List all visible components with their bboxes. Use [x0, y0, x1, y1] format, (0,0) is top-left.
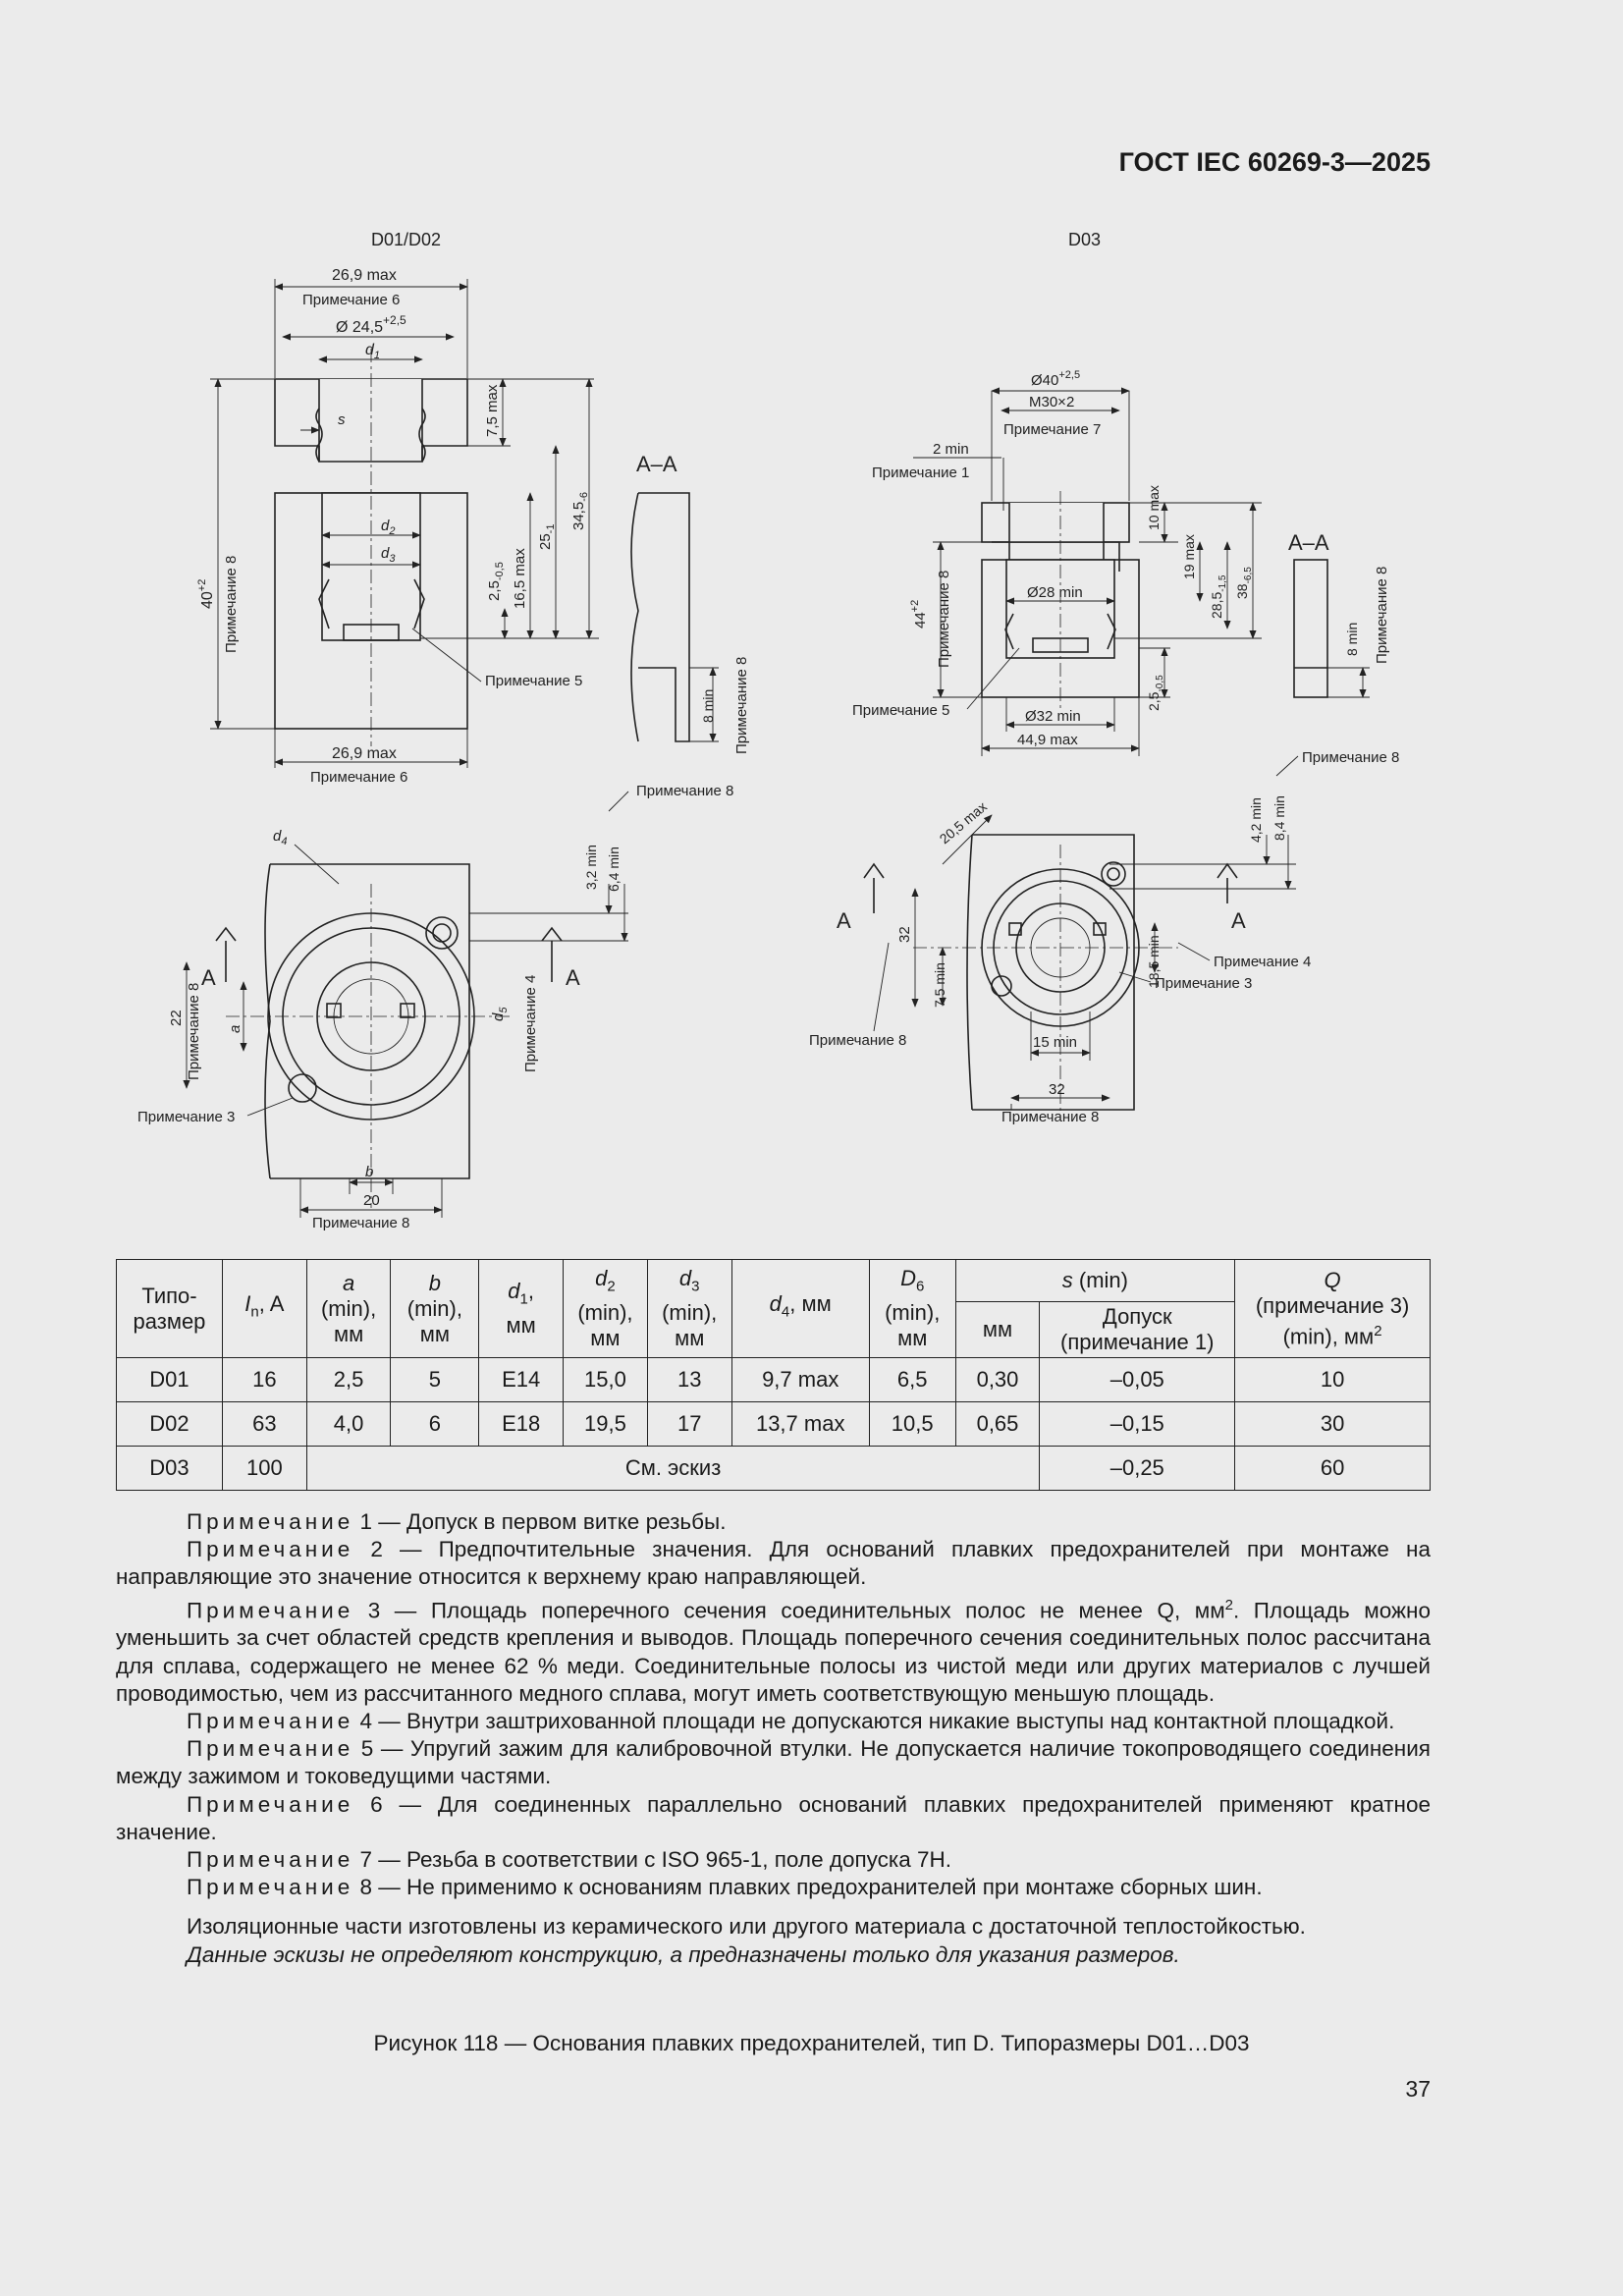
dim-dia40: $Ø40^{+2,5}$	[1031, 369, 1081, 389]
cell-a: 4,0	[306, 1402, 391, 1447]
dim-42min: 4,2 min	[1248, 797, 1264, 843]
note-8-plan-top-left: Примечание 8	[636, 783, 734, 799]
note-8-side: Примечание 8	[223, 555, 240, 653]
cell-d2: 19,5	[564, 1402, 648, 1447]
note-1: Примечание 1	[872, 465, 970, 481]
cell-q: 60	[1235, 1447, 1431, 1491]
cell-D6: 6,5	[869, 1358, 955, 1402]
cell-b: 5	[391, 1358, 479, 1402]
dim-64min: 6,4 min	[606, 847, 622, 892]
cell-d3: 13	[647, 1358, 731, 1402]
dim-dia32: Ø32 min	[1025, 708, 1081, 725]
figure-caption: Рисунок 118 — Основания плавких предохранителей, тип D. Типоразмеры D01…D03	[373, 2031, 1250, 2055]
dim-aa-left-8min: 8 min	[700, 688, 716, 723]
note-5-left: Примечание 5	[485, 673, 583, 689]
th-d1: $d_1$, мм	[479, 1260, 564, 1358]
note-8-text: Примечание 8 — Не применимо к основаниям плавких предохранителей при монтаже сборных шин.	[187, 1875, 1263, 1900]
dim-s: s	[338, 411, 346, 428]
table-row	[117, 1447, 1431, 1491]
th-d4: $d_4$, мм	[731, 1260, 869, 1358]
cell-d1: E14	[479, 1358, 564, 1402]
th-D6: $D_6$ (min), мм	[869, 1260, 955, 1358]
section-a-right-right: A	[1231, 908, 1246, 933]
cell-d2: 15,0	[564, 1358, 648, 1402]
note-8-aa-left: Примечание 8	[733, 656, 750, 754]
dim-d1: $d_1$	[365, 342, 381, 361]
cell-d1: E18	[479, 1402, 564, 1447]
dim-32-right: 32	[896, 926, 913, 943]
dim-h165: 16,5 max	[512, 548, 528, 609]
dim-h38: $38_{-6,5}$	[1234, 567, 1254, 599]
dim-h285: $28,5_{-1,5}$	[1209, 574, 1228, 619]
th-in: $I_n$, A	[222, 1260, 306, 1358]
th-s-mm: мм	[955, 1302, 1040, 1358]
dim-a: a	[227, 1024, 243, 1033]
note-4-left: Примечание 4	[522, 974, 539, 1072]
dim-b: b	[365, 1164, 374, 1180]
note-1-text: Примечание 1 — Допуск в первом витке резьбы.	[187, 1509, 727, 1534]
th-d3: $d_3$ (min), мм	[647, 1260, 731, 1358]
view-title-right: D03	[1068, 230, 1102, 249]
disclaimer-paragraph: Данные эскизы не определяют конструкцию, а предназначены только для указания размеров.	[187, 1941, 1180, 1967]
cell-in: 100	[222, 1447, 306, 1491]
cell-d4: 13,7 max	[731, 1402, 869, 1447]
document-id: ГОСТ IEC 60269-3—2025	[1118, 147, 1431, 177]
cell-merged-see-sketch: См. эскиз	[306, 1447, 1040, 1491]
dim-h19: 19 max	[1181, 534, 1197, 579]
view-title-left: D01/D02	[371, 230, 442, 249]
note-3-left: Примечание 3	[137, 1109, 236, 1125]
cell-s-mm: 0,30	[955, 1358, 1040, 1402]
note-8-plan-right-left: Примечание 8	[809, 1032, 907, 1049]
dim-d3: $d_3$	[381, 545, 396, 565]
note-8-aa-right: Примечание 8	[1374, 566, 1390, 664]
th-a: a (min), мм	[306, 1260, 391, 1358]
cell-q: 30	[1235, 1402, 1431, 1447]
cell-d3: 17	[647, 1402, 731, 1447]
dim-32min: 3,2 min	[583, 845, 599, 890]
section-a-right: A	[566, 965, 580, 990]
note-2-text: Примечание 2 — Предпочтительные значения. Для оснований плавких предохранителей при монтаже на направляющие это значение относится к верхнему краю направляющей.	[116, 1537, 1431, 1590]
th-b: b (min), мм	[391, 1260, 479, 1358]
cell-d4: 9,7 max	[731, 1358, 869, 1402]
dim-dia-245: Ø $24,5^{+2,5}$	[336, 313, 406, 336]
dim-bot-width: 26,9 max	[332, 745, 397, 762]
cell-s-tol: –0,15	[1040, 1402, 1235, 1447]
cell-q: 10	[1235, 1358, 1431, 1402]
dim-aa-right-8min: 8 min	[1344, 622, 1360, 656]
note-8-plan-top-right: Примечание 8	[1302, 749, 1400, 766]
cell-in: 16	[222, 1358, 306, 1402]
note-8-plan-bot-right: Примечание 8	[1001, 1109, 1100, 1125]
cell-s-mm: 0,65	[955, 1402, 1040, 1447]
dim-h10: 10 max	[1146, 485, 1162, 530]
cell-in: 63	[222, 1402, 306, 1447]
dim-h25: $25_{-1}$	[537, 523, 557, 550]
note-3-text: Примечание 3 — Площадь поперечного сечения соединительных полос не менее Q, $мм^2$. Площадь можно уменьшить за счет областей средств крепления и выводов. Площадь поперечного сечения соединительных полос рассчитана для сплава, содержащего не менее 62 % меди. Соединительные полосы из чистой меди или других материалов с лучшей проводимостью, чем из рассчитанного медного сплава, могут иметь соответствующую меньшую площадь.	[116, 1596, 1431, 1706]
th-s: s (min)	[955, 1260, 1235, 1302]
dim-dia28: Ø28 min	[1027, 584, 1083, 601]
note-5-right: Примечание 5	[852, 702, 950, 719]
dim-15min: 15 min	[1033, 1034, 1078, 1051]
note-8-plan-side: Примечание 8	[186, 982, 202, 1080]
th-q: Q (примечание 3) (min), $мм^2$	[1235, 1260, 1431, 1358]
note-6-top: Примечание 6	[302, 292, 401, 308]
section-a-left: A	[201, 965, 216, 990]
dim-32-bot: 32	[1049, 1081, 1065, 1098]
section-a-right-left: A	[837, 908, 851, 933]
insulation-paragraph: Изоляционные части изготовлены из керамического или другого материала с достаточной теплостойкостью.	[187, 1914, 1306, 1940]
th-d2: $d_2$ (min), мм	[564, 1260, 648, 1358]
dim-h345: $34,5_{-6}$	[570, 492, 590, 530]
dim-84min: 8,4 min	[1271, 795, 1287, 841]
dim-h25b: $2,5_{-0,5}$	[486, 562, 506, 601]
cell-type: D03	[117, 1447, 223, 1491]
dim-20: 20	[363, 1192, 380, 1209]
dim-w449: 44,9 max	[1017, 732, 1078, 748]
table-row	[117, 1358, 1431, 1402]
th-type: Типо- размер	[117, 1260, 223, 1358]
note-3-right: Примечание 3	[1155, 975, 1253, 992]
dim-h75: 7,5 max	[484, 384, 501, 437]
note-6-bot: Примечание 6	[310, 769, 408, 786]
table-row	[117, 1402, 1431, 1447]
note-7: Примечание 7	[1003, 421, 1102, 438]
dim-h44: $44^{+2}$	[909, 599, 929, 629]
dim-h40: $40^{+2}$	[196, 578, 216, 609]
dim-d4: $d_4$	[273, 828, 288, 847]
dim-top-width: 26,9 max	[332, 267, 397, 284]
note-5-text: Примечание 5 — Упругий зажим для калибровочной втулки. Не допускается наличие токопроводящего соединения между зажимом и токоведущими частями.	[116, 1736, 1431, 1789]
dim-m30: M30×2	[1029, 394, 1075, 410]
dim-185min: 18,5 min	[1146, 935, 1162, 988]
notes-block	[116, 1508, 1431, 1969]
cell-D6: 10,5	[869, 1402, 955, 1447]
cell-s-tol: –0,05	[1040, 1358, 1235, 1402]
note-4-right: Примечание 4	[1214, 954, 1312, 970]
cell-type: D01	[117, 1358, 223, 1402]
dim-d2: $d_2$	[381, 518, 396, 537]
note-6-text: Примечание 6 — Для соединенных параллельно оснований плавких предохранителей применяют кратное значение.	[116, 1791, 1431, 1844]
cell-type: D02	[117, 1402, 223, 1447]
note-8-plan-bot: Примечание 8	[312, 1215, 410, 1231]
dim-22: 22	[168, 1010, 185, 1026]
note-8-right-side: Примечание 8	[936, 570, 952, 668]
cell-s-tol: –0,25	[1040, 1447, 1235, 1491]
dim-h25-right: $2,5_{-0,5}$	[1146, 675, 1165, 711]
dim-205max: 20,5 max	[936, 798, 991, 847]
cell-b: 6	[391, 1402, 479, 1447]
dimensions-table	[116, 1259, 1431, 1491]
section-aa-left: A–A	[636, 452, 677, 476]
cell-a: 2,5	[306, 1358, 391, 1402]
th-s-tol: Допуск (примечание 1)	[1040, 1302, 1235, 1358]
dim-d5: $d_5$	[490, 1007, 510, 1021]
dim-2min: 2 min	[933, 441, 969, 458]
section-aa-right: A–A	[1288, 530, 1329, 555]
note-4-text: Примечание 4 — Внутри заштрихованной площади не допускаются никакие выступы над контактной площадкой.	[187, 1708, 1395, 1733]
dim-75min: 7,5 min	[932, 962, 947, 1008]
note-7-text: Примечание 7 — Резьба в соответствии с ISO 965-1, поле допуска 7H.	[187, 1846, 952, 1872]
page-number: 37	[1405, 2076, 1431, 2102]
